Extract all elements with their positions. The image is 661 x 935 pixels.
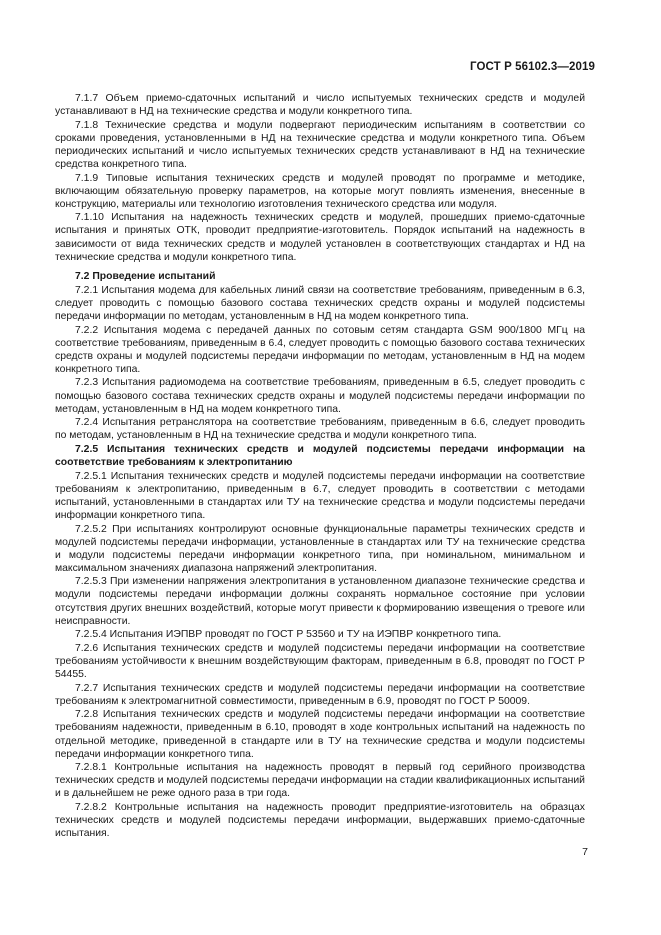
- paragraph-7-2-5-heading: 7.2.5 Испытания технических средств и модулей подсистемы передачи информации на соответствие требованиям к электропитанию: [55, 443, 585, 469]
- paragraph-7-2-5-3: 7.2.5.3 При изменении напряжения электропитания в установленном диапазоне технические средства и модули подсистемы передачи информации должны сохранять нормальное состояние при условии отсутствия других внешних воздействий, которые могут привести к формированию извещения о тревоге или неисправности.: [55, 576, 585, 627]
- page-number: 7: [582, 846, 588, 858]
- paragraph-7-2-4: 7.2.4 Испытания ретранслятора на соответствие требованиям, приведенным в 6.6, следует проводить по методам, установленным в НД на технические средства и модули конкретного типа.: [55, 417, 585, 442]
- paragraph-7-2-5-1: 7.2.5.1 Испытания технических средств и модулей подсистемы передачи информации на соответствие требованиям к электропитанию, приведенным в 6.7, следует проводить в соответствии с методами испытаний, установленными в стандартах или ТУ на технические средства и модули подсистемы передачи информации конкретного типа.: [55, 470, 585, 521]
- paragraph-7-1-9: 7.1.9 Типовые испытания технических средств и модулей проводят по программе и методике, включающим обязательную проверку параметров, на которые могут повлиять изменения, внесенные в конструкцию, материалы или технологию изготовления технического средства или модуля.: [55, 172, 585, 210]
- document-code-header: ГОСТ Р 56102.3—2019: [470, 61, 595, 73]
- paragraph-7-2-2: 7.2.2 Испытания модема с передачей данных по сотовым сетям стандарта GSM 900/1800 МГц на соответствие требованиям, приведенным в 6.4, следует проводить с помощью базового состава технических средств охраны и модулей подсистемы передачи информации по методам, установленным в НД на модем конкретного типа.: [55, 324, 585, 375]
- paragraph-7-2-3: 7.2.3 Испытания радиомодема на соответствие требованиям, приведенным в 6.5, следует проводить с помощью базового состава технических средств охраны и модулей подсистемы передачи информации по методам, установленным в НД на модем конкретного типа.: [55, 377, 585, 415]
- paragraph-7-2-8: 7.2.8 Испытания технических средств и модулей подсистемы передачи информации на соответствие требованиям надежности, приведенным в 6.10, проводят в ходе контрольных испытаний на надежность по отдельной методике, приведенной в стандарте или в ТУ на технические средства и модули подсистемы передачи информации конкретного типа.: [55, 709, 585, 760]
- paragraph-7-2-5-4: 7.2.5.4 Испытания ИЭПВР проводят по ГОСТ Р 53560 и ТУ на ИЭПВР конкретного типа.: [75, 629, 502, 641]
- paragraph-7-2-5-2: 7.2.5.2 При испытаниях контролируют основные функциональные параметры технических средств и модулей подсистемы передачи информации, установленные в стандартах или ТУ на технические средства и модули подсистемы передачи информации конкретного типа, при номинальном, минимальном и максимальном значениях диапазона напряжений электропитания.: [55, 523, 585, 574]
- paragraph-7-2-8-1: 7.2.8.1 Контрольные испытания на надежность проводят в первый год серийного производства технических средств и модулей подсистемы передачи информации на стадии квалификационных испытаний и в дальнейшем не реже одного раза в три года.: [55, 762, 585, 800]
- page-body: [55, 92, 585, 841]
- paragraph-7-1-10: 7.1.10 Испытания на надежность технических средств и модулей, прошедших приемо-сдаточные испытания и принятых ОТК, проводит предприятие-изготовитель. Порядок испытаний на надежность в зависимости от вида технических средств и модулей установлен в соответствующих стандартах и НД на технические средства и модули конкретного типа.: [55, 212, 585, 263]
- paragraph-7-2-8-2: 7.2.8.2 Контрольные испытания на надежность проводит предприятие-изготовитель на образцах технических средств и модулей подсистемы передачи информации, выдержавших приемо-сдаточные испытания.: [55, 801, 585, 840]
- paragraph-7-1-8: 7.1.8 Технические средства и модули подвергают периодическим испытаниям в соответствии со сроками проведения, установленными в НД на технические средства и модули конкретного типа. Объем периодических испытаний и число испытуемых технических средств устанавливают в НД на технические средства конкретного типа.: [55, 119, 585, 170]
- paragraph-7-2-1: 7.2.1 Испытания модема для кабельных линий связи на соответствие требованиям, приведенным в 6.3, следует проводить с помощью базового состава технических средств охраны и модулей подсистемы передачи информации по методам, установленным в НД на модем конкретного типа.: [55, 284, 585, 322]
- paragraph-7-1-7: 7.1.7 Объем приемо-сдаточных испытаний и число испытуемых технических средств и модулей устанавливают в НД на технические средства и модули конкретного типа.: [55, 93, 585, 118]
- paragraph-7-2-7: 7.2.7 Испытания технических средств и модулей подсистемы передачи информации на соответствие требованиям к электромагнитной совместимости, приведенным в 6.9, проводят по ГОСТ Р 50009.: [55, 682, 585, 707]
- paragraph-7-2-6: 7.2.6 Испытания технических средств и модулей подсистемы передачи информации на соответствие требованиям устойчивости к внешним воздействующим факторам, приведенным в 6.8, проводят по ГОСТ Р 54455.: [55, 642, 585, 681]
- section-heading-7-2: 7.2 Проведение испытаний: [75, 270, 216, 282]
